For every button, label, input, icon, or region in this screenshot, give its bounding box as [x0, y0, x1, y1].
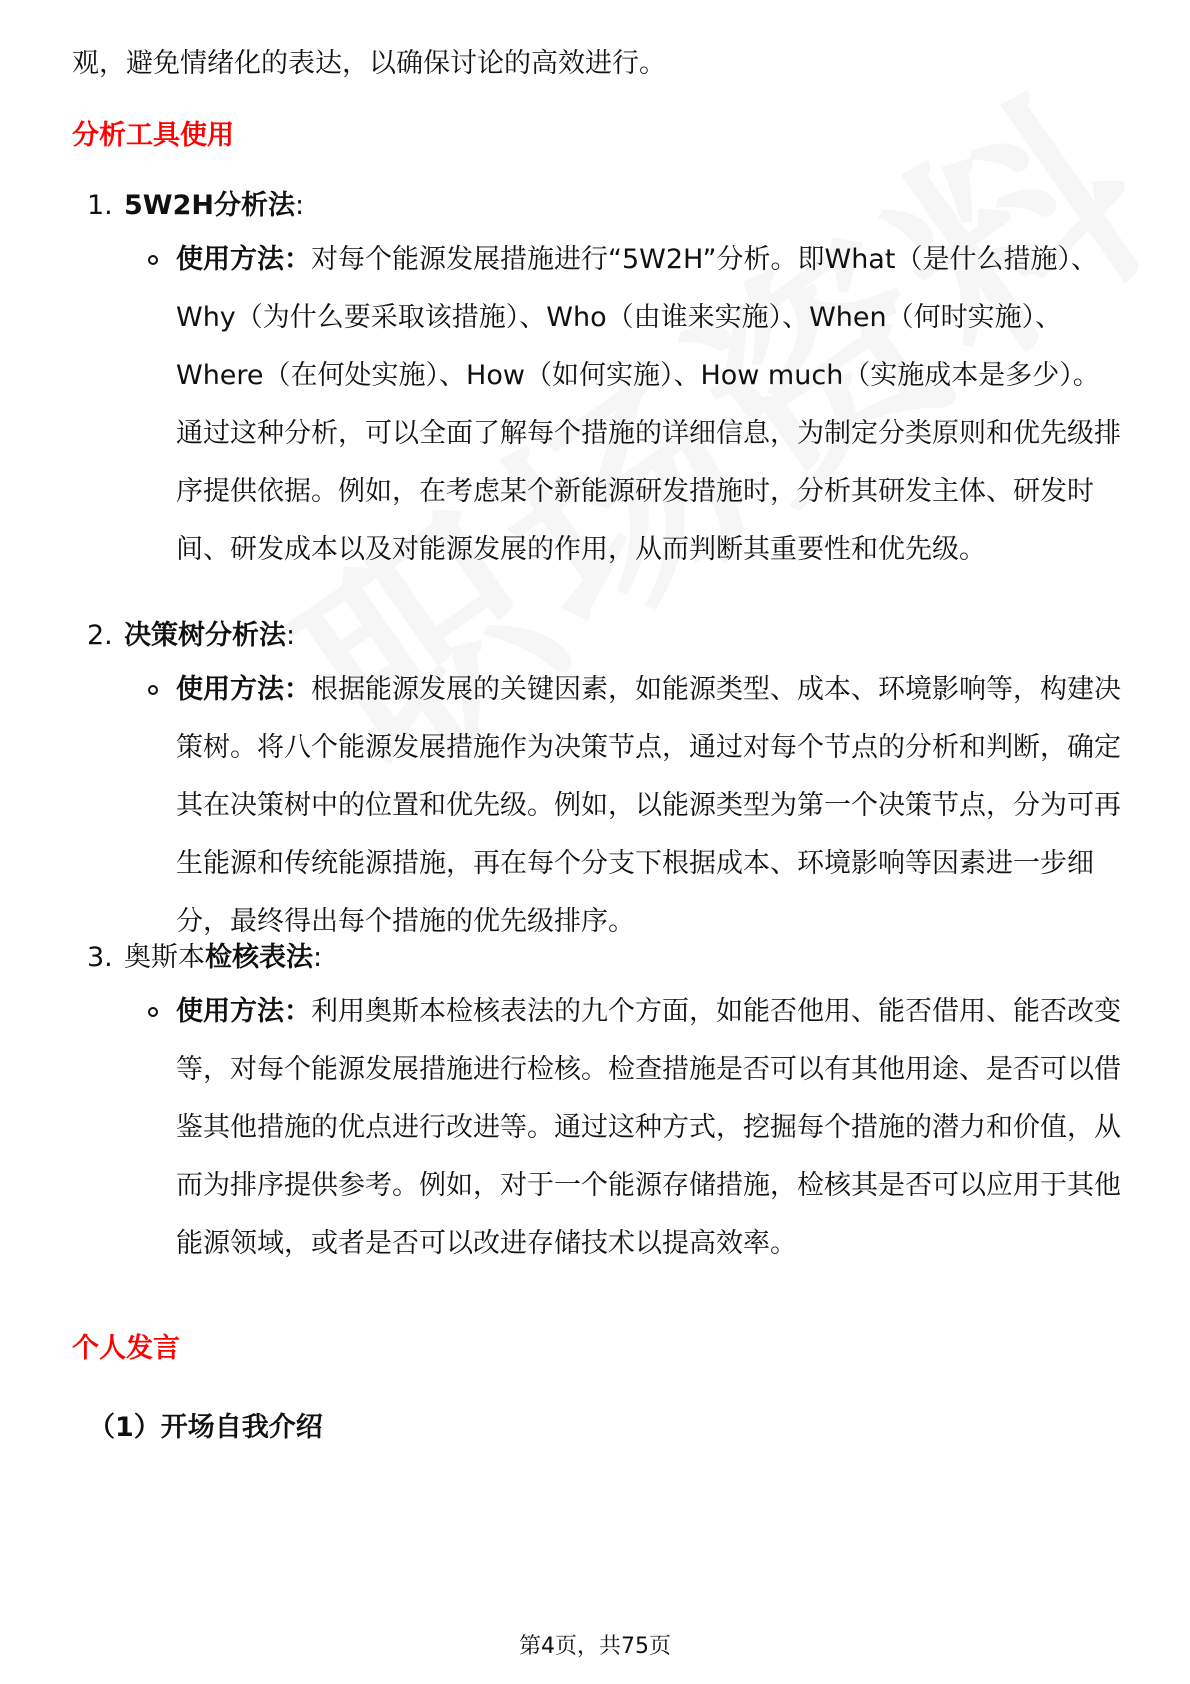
continuation-line: 观，避免情绪化的表达，以确保讨论的高效进行。	[72, 48, 666, 79]
item-2-paragraph	[176, 661, 1126, 951]
item-3-label: 使用方法：	[176, 996, 311, 1027]
item-2-title	[124, 618, 295, 654]
item-2-number: 2.	[87, 620, 113, 651]
item-2-label: 使用方法：	[176, 674, 311, 705]
item-1-paragraph	[176, 231, 1126, 579]
item-3-title	[124, 940, 322, 976]
page-footer: 第4页，共75页	[519, 1634, 671, 1659]
item-1-label: 使用方法：	[176, 244, 311, 275]
item-3-title-plain: 奥斯本	[124, 942, 205, 973]
item-2-title-bold: 决策树分析法	[124, 620, 286, 651]
item-1-text: 对每个能源发展措施进行“5W2H”分析。即What（是什么措施）、Why（为什么要采取该措施）、Who（由谁来实施）、When（何时实施）、Where（在何处实施）、How（如何实施）、How much（实施成本是多少）。通过这种分析，可以全面了解每个措施的详细信息，为制定分类原则和优先级排序提供依据。例如，在考虑某个新能源研发措施时，分析其研发主体、研发时间、研发成本以及对能源发展的作用，从而判断其重要性和优先级。	[176, 244, 1121, 565]
item-3-title-suffix: :	[313, 942, 323, 973]
item-2-title-suffix: :	[286, 620, 296, 651]
item-1-title	[124, 188, 304, 224]
item-3-number: 3.	[87, 942, 113, 973]
section-heading-analysis-tools: 分析工具使用	[72, 120, 234, 151]
item-2-bullet-icon	[148, 685, 158, 695]
item-1-title-bold: 5W2H分析法	[124, 190, 295, 221]
item-2-text: 根据能源发展的关键因素，如能源类型、成本、环境影响等，构建决策树。将八个能源发展措施作为决策节点，通过对每个节点的分析和判断，确定其在决策树中的位置和优先级。例如，以能源类型为第一个决策节点，分为可再生能源和传统能源措施，再在每个分支下根据成本、环境影响等因素进一步细分，最终得出每个措施的优先级排序。	[176, 674, 1121, 937]
item-3-title-bold: 检核表法	[205, 942, 313, 973]
item-1-bullet-icon	[148, 255, 158, 265]
item-3-bullet-icon	[148, 1007, 158, 1017]
item-1-title-suffix: :	[294, 190, 305, 221]
item-3-text: 利用奥斯本检核表法的九个方面，如能否他用、能否借用、能否改变等，对每个能源发展措施进行检核。检查措施是否可以有其他用途、是否可以借鉴其他措施的优点进行改进等。通过这种方式，挖掘每个措施的潜力和价值，从而为排序提供参考。例如，对于一个能源存储措施，检核其是否可以应用于其他能源领域，或者是否可以改进存储技术以提高效率。	[176, 996, 1121, 1259]
item-3-paragraph	[176, 983, 1126, 1273]
section-heading-personal-speech: 个人发言	[72, 1333, 180, 1364]
item-1-number: 1.	[87, 190, 113, 221]
subsection-heading-self-intro: （1）开场自我介绍	[88, 1412, 323, 1443]
